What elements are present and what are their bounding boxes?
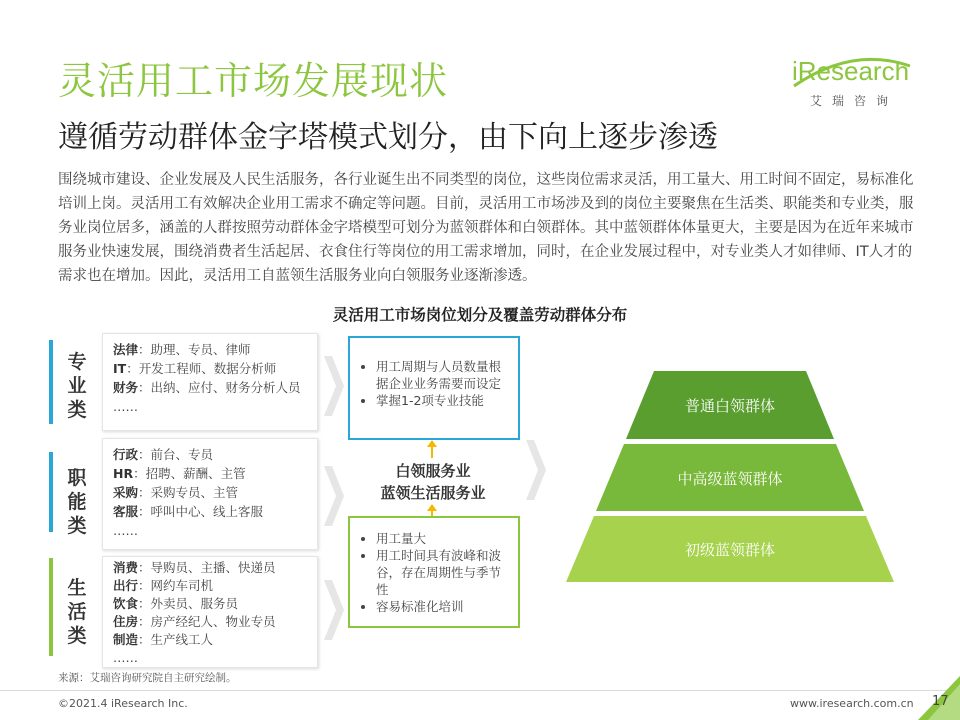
list-item: …… <box>113 399 138 414</box>
list-item: 法律：助理、专员、律师 <box>113 342 251 357</box>
list-item: 出行：网约车司机 <box>113 578 214 593</box>
category-char: 类 <box>67 515 87 537</box>
category-char: 类 <box>67 399 87 421</box>
category-char: 生 <box>67 577 87 599</box>
list-item: • 容易标准化培训 <box>376 598 508 615</box>
copyright-text: ©2021.4 iResearch Inc. <box>58 697 188 710</box>
footer-divider <box>0 690 960 691</box>
chevron-right-icon <box>324 466 344 526</box>
list-item: 客服：呼叫中心、线上客服 <box>113 504 264 519</box>
pyramid-label-junior-blue-collar: 初级蓝领群体 <box>684 541 776 559</box>
page-subtitle: 遵循劳动群体金字塔模式划分，由下向上逐步渗透 <box>58 120 718 155</box>
intro-paragraph <box>58 168 918 288</box>
list-item: 饮食：外卖员、服务员 <box>113 596 239 611</box>
category-char: 能 <box>67 491 87 513</box>
page-number: 17 <box>932 694 949 709</box>
category-box-life <box>102 556 318 668</box>
category-char: 专 <box>67 351 87 373</box>
page-title: 灵活用工市场发展现状 <box>58 59 449 103</box>
list-item: 消费：导购员、主播、快递员 <box>113 560 276 575</box>
source-note: 来源：艾瑞咨询研究院自主研究绘制。 <box>58 672 237 684</box>
list-item: 采购：采购专员、主管 <box>113 485 239 500</box>
list-item: …… <box>113 650 138 665</box>
logo-subtext: 艾瑞咨询 <box>810 94 899 108</box>
pyramid-label-mid-blue-collar: 中高级蓝领群体 <box>677 470 783 488</box>
list-item: HR：招聘、薪酬、主管 <box>113 466 246 481</box>
category-char: 职 <box>67 467 87 489</box>
list-item: • 用工周期与人员数量根据企业业务需要而设定 <box>376 358 508 392</box>
arrow-up-icon <box>426 440 438 458</box>
category-char: 业 <box>67 375 87 397</box>
category-bar-functional <box>49 452 53 532</box>
category-bar-life <box>49 558 53 656</box>
white-collar-features-box <box>348 336 520 440</box>
chevron-right-icon <box>324 356 344 416</box>
website-url: www.iresearch.com.cn <box>790 697 914 710</box>
category-bar-professional <box>49 340 53 424</box>
category-label-life <box>64 576 90 648</box>
list-item: …… <box>113 523 138 538</box>
list-item: 住房：房产经纪人、物业专员 <box>113 614 276 629</box>
list-item: • 掌握1-2项专业技能 <box>376 392 508 409</box>
category-char: 活 <box>67 601 87 623</box>
middle-labels <box>348 460 518 504</box>
blue-collar-features-box <box>348 516 520 628</box>
list-item: 行政：前台、专员 <box>113 447 214 462</box>
list-item: • 用工时间具有波峰和波谷，存在周期性与季节性 <box>376 547 508 598</box>
diagram-title: 灵活用工市场岗位划分及覆盖劳动群体分布 <box>332 306 628 324</box>
pyramid-label-white-collar: 普通白领群体 <box>684 397 776 415</box>
category-box-professional <box>102 333 318 431</box>
list-item: • 用工量大 <box>376 530 508 547</box>
labor-pyramid <box>550 368 910 584</box>
white-collar-service-label: 白领服务业 <box>395 462 471 480</box>
list-item: 制造：生产线工人 <box>113 632 214 647</box>
category-label-functional <box>64 466 90 538</box>
logo-wordmark: iResearch <box>792 56 910 86</box>
chevron-right-icon <box>526 440 546 500</box>
list-item: IT：开发工程师、数据分析师 <box>113 361 277 376</box>
category-char: 类 <box>67 625 87 647</box>
category-label-professional <box>64 350 90 422</box>
category-box-functional <box>102 438 318 550</box>
intro-text: 围绕城市建设、企业发展及人民生活服务，各行业诞生出不同类型的岗位，这些岗位需求灵活，用工量大、用工时间不固定，易标准化培训上岗。灵活用工有效解决企业用工需求不确定等问题。目前，灵活用工市场涉及到的岗位主要聚焦在生活类、职能类和专业类，服务业岗位居多，涵盖的人群按照劳动群体金字塔模型可划分为蓝领群体和白领群体。其中蓝领群体体量更大，主要是因为在近年来城市服务业快速发展，围绕消费者生活起居、衣食住行等岗位的用工需求增加，同时，在企业发展过程中，对专业类人才如律师、IT人才的需求也在增加。因此，灵活用工自蓝领生活服务业向白领服务业逐渐渗透。 <box>58 172 914 284</box>
chevron-right-icon <box>324 580 344 640</box>
list-item: 财务：出纳、应付、财务分析人员 <box>113 380 301 395</box>
blue-collar-service-label: 蓝领生活服务业 <box>380 484 486 502</box>
iresearch-logo <box>792 52 912 112</box>
